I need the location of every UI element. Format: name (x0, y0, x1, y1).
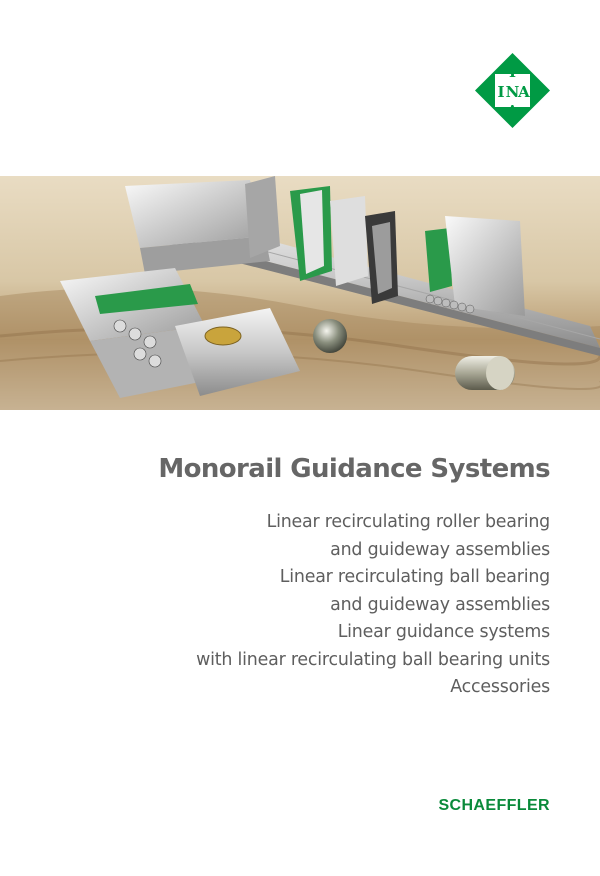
subtitle-line: Linear guidance systems (337, 622, 550, 642)
logo-letter-i: I (497, 83, 505, 101)
schaeffler-logo: SCHAEFFLER (438, 797, 550, 814)
hero-product-image (0, 176, 600, 410)
subtitle-line: Linear recirculating ball bearing (279, 567, 550, 587)
subtitle-line: with linear recirculating ball bearing units (196, 649, 550, 670)
logo-letter-n: N (505, 83, 520, 101)
logo-letter-i-top: I (508, 63, 517, 81)
subtitle-line: and guideway assemblies (330, 539, 550, 560)
subtitle-list (50, 509, 550, 702)
ina-logo (475, 53, 550, 128)
subtitle-line: and guideway assemblies (330, 594, 550, 615)
subtitle-line: Linear recirculating roller bearing (266, 512, 550, 532)
logo-letter-a-bottom: A (506, 102, 519, 120)
subtitle-line: Accessories (450, 677, 550, 697)
logo-letter-a: A (518, 83, 530, 101)
document-title: Monorail Guidance Systems (158, 454, 550, 484)
